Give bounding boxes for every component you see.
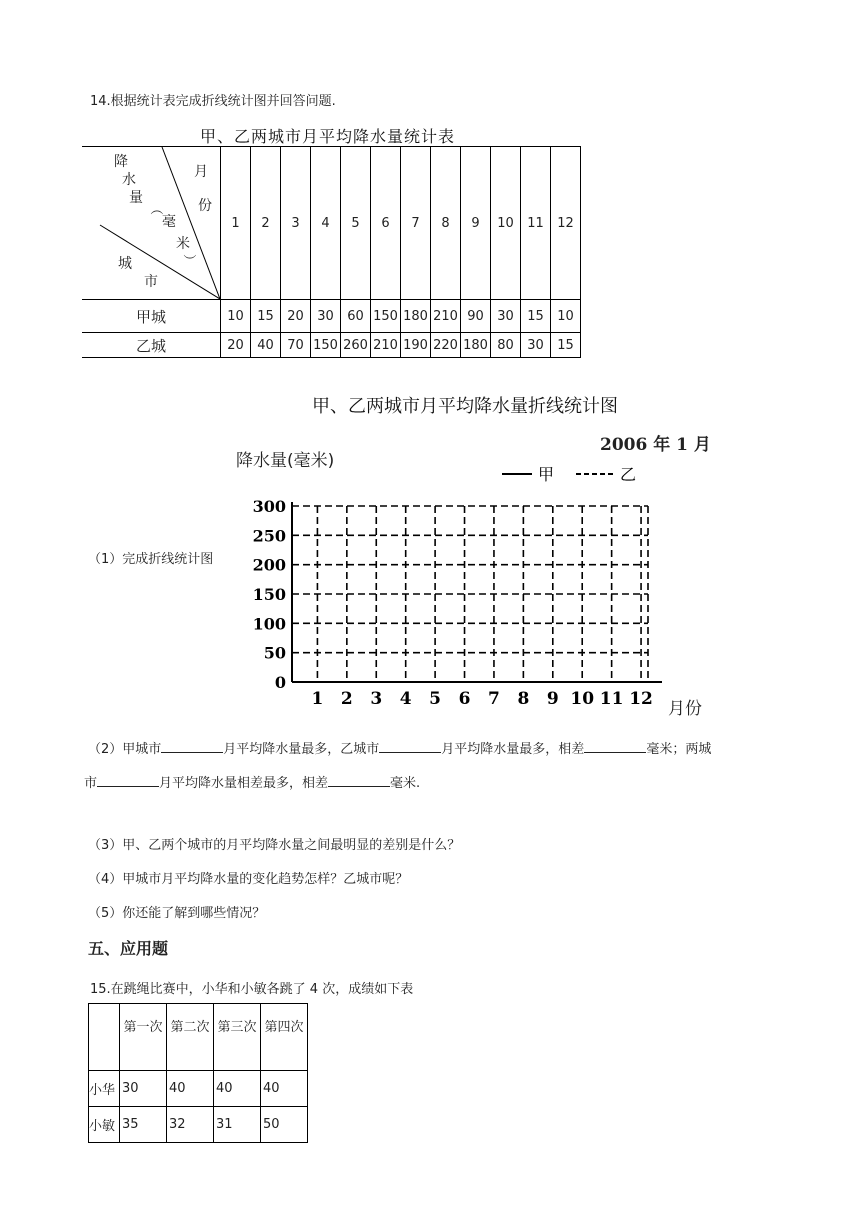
header-cell: 第二次 (167, 1004, 214, 1071)
month-cell: 11 (521, 147, 551, 300)
month-cell: 12 (551, 147, 581, 300)
value-cell: 60 (341, 300, 371, 333)
sub-question-3: （3）甲、乙两个城市的月平均降水量之间最明显的差别是什么？ (88, 838, 461, 853)
y-tick-label: 300 (252, 497, 286, 516)
value-cell: 180 (461, 333, 491, 358)
section-heading: 五、应用题 (88, 939, 169, 958)
month-cell: 5 (341, 147, 371, 300)
answer-blank[interactable] (328, 774, 390, 787)
x-tick-label: 9 (546, 689, 559, 709)
x-tick-label: 3 (370, 689, 383, 709)
y-tick-label: 250 (252, 526, 286, 546)
score-cell: 32 (167, 1107, 214, 1143)
corner-label-paren-open: （ (148, 201, 164, 216)
value-cell: 210 (371, 333, 401, 358)
month-cell: 4 (311, 147, 341, 300)
x-tick-label: 1 (311, 689, 324, 709)
sub-question-2 (84, 733, 788, 801)
jump-table-row-xiaomin (89, 1107, 308, 1143)
city-cell: 乙城 (82, 333, 221, 358)
sub2-text-1: （2）甲城市 (88, 742, 162, 757)
month-cell: 8 (431, 147, 461, 300)
sub2-text-4: 毫米；两城 (646, 742, 712, 757)
chart-date: 2006 年 1 月 (600, 435, 711, 455)
value-cell: 10 (551, 300, 581, 333)
value-cell: 90 (461, 300, 491, 333)
value-cell: 150 (371, 300, 401, 333)
sub2-text-5: 市 (84, 776, 98, 791)
value-cell: 190 (401, 333, 431, 358)
city-cell: 甲城 (82, 300, 221, 333)
value-cell: 10 (221, 300, 251, 333)
jump-rope-table (88, 1003, 308, 1143)
corner-label-hao: 毫 (162, 214, 176, 230)
corner-label-fen: 份 (198, 198, 212, 214)
x-tick-label: 10 (570, 689, 595, 709)
score-cell: 40 (214, 1071, 261, 1107)
x-tick-label: 11 (599, 689, 624, 709)
chart-ylabel: 降水量(毫米) (236, 451, 335, 471)
value-cell: 70 (281, 333, 311, 358)
rain-table-title: 甲、乙两城市月平均降水量统计表 (200, 127, 456, 146)
corner-label-mi: 米 (176, 236, 190, 252)
x-tick-label: 5 (429, 689, 442, 709)
header-cell: 第四次 (261, 1004, 308, 1071)
corner-label-paren-close: ） (181, 253, 197, 268)
month-cell: 2 (251, 147, 281, 300)
jump-table-corner-cell (89, 1004, 120, 1071)
month-cell: 10 (491, 147, 521, 300)
sub2-text-6: 月平均降水量相差最多，相差 (159, 776, 329, 791)
value-cell: 180 (401, 300, 431, 333)
x-tick-label: 4 (399, 689, 412, 709)
legend-label-yi: 乙 (620, 465, 637, 484)
value-cell: 15 (551, 333, 581, 358)
legend-label-jia: 甲 (538, 465, 555, 484)
month-cell: 1 (221, 147, 251, 300)
value-cell: 40 (251, 333, 281, 358)
x-tick-label: 12 (629, 689, 653, 709)
sub-question-1: （1）完成折线统计图 (88, 552, 214, 567)
corner-label-jiang: 降 (114, 154, 128, 170)
value-cell: 220 (431, 333, 461, 358)
corner-label-cheng: 城 (118, 256, 132, 272)
sub2-text-3: 月平均降水量最多，相差 (441, 742, 585, 757)
value-cell: 30 (491, 300, 521, 333)
value-cell: 150 (311, 333, 341, 358)
header-cell: 第一次 (120, 1004, 167, 1071)
x-tick-label: 8 (517, 689, 530, 709)
header-cell: 第三次 (214, 1004, 261, 1071)
sub-question-4: （4）甲城市月平均降水量的变化趋势怎样？乙城市呢？ (88, 872, 409, 887)
score-cell: 30 (120, 1071, 167, 1107)
sub2-text-2: 月平均降水量最多，乙城市 (223, 742, 380, 757)
chart-title: 甲、乙两城市月平均降水量折线统计图 (312, 396, 618, 417)
score-cell: 40 (167, 1071, 214, 1107)
name-cell: 小敏 (89, 1107, 120, 1143)
answer-blank[interactable] (161, 740, 223, 753)
value-cell: 15 (521, 300, 551, 333)
answer-blank[interactable] (97, 774, 159, 787)
x-tick-label: 2 (340, 689, 353, 709)
jump-table-row-xiaohua (89, 1071, 308, 1107)
sub-question-5: （5）你还能了解到哪些情况？ (88, 906, 266, 921)
month-cell: 6 (371, 147, 401, 300)
answer-blank[interactable] (584, 740, 646, 753)
corner-label-yue: 月 (194, 164, 208, 180)
value-cell: 20 (281, 300, 311, 333)
corner-label-shui: 水 (122, 172, 136, 188)
score-cell: 40 (261, 1071, 308, 1107)
month-cell: 7 (401, 147, 431, 300)
y-tick-label: 150 (252, 585, 286, 604)
month-cell: 9 (461, 147, 491, 300)
x-tick-label: 7 (488, 689, 500, 709)
value-cell: 80 (491, 333, 521, 358)
jump-table-header-row (89, 1004, 308, 1071)
value-cell: 20 (221, 333, 251, 358)
question-15-title: 15.在跳绳比赛中，小华和小敏各跳了 4 次，成绩如下表 (90, 982, 414, 997)
y-tick-label: 50 (263, 643, 286, 663)
corner-label-shi: 市 (144, 274, 158, 290)
value-cell: 210 (431, 300, 461, 333)
chart-xlabel: 月份 (668, 699, 702, 719)
name-cell: 小华 (89, 1071, 120, 1107)
answer-blank[interactable] (379, 740, 441, 753)
y-tick-label: 0 (274, 673, 286, 692)
sub2-text-7: 毫米. (390, 776, 421, 791)
question-14-title: 14.根据统计表完成折线统计图并回答问题. (90, 94, 336, 109)
value-cell: 30 (311, 300, 341, 333)
score-cell: 35 (120, 1107, 167, 1143)
value-cell: 15 (251, 300, 281, 333)
month-cell: 3 (281, 147, 311, 300)
value-cell: 30 (521, 333, 551, 358)
corner-label-liang: 量 (129, 190, 143, 206)
y-tick-label: 100 (252, 614, 286, 634)
value-cell: 260 (341, 333, 371, 358)
x-tick-label: 6 (458, 689, 471, 709)
score-cell: 31 (214, 1107, 261, 1143)
y-tick-label: 200 (252, 555, 286, 575)
score-cell: 50 (261, 1107, 308, 1143)
